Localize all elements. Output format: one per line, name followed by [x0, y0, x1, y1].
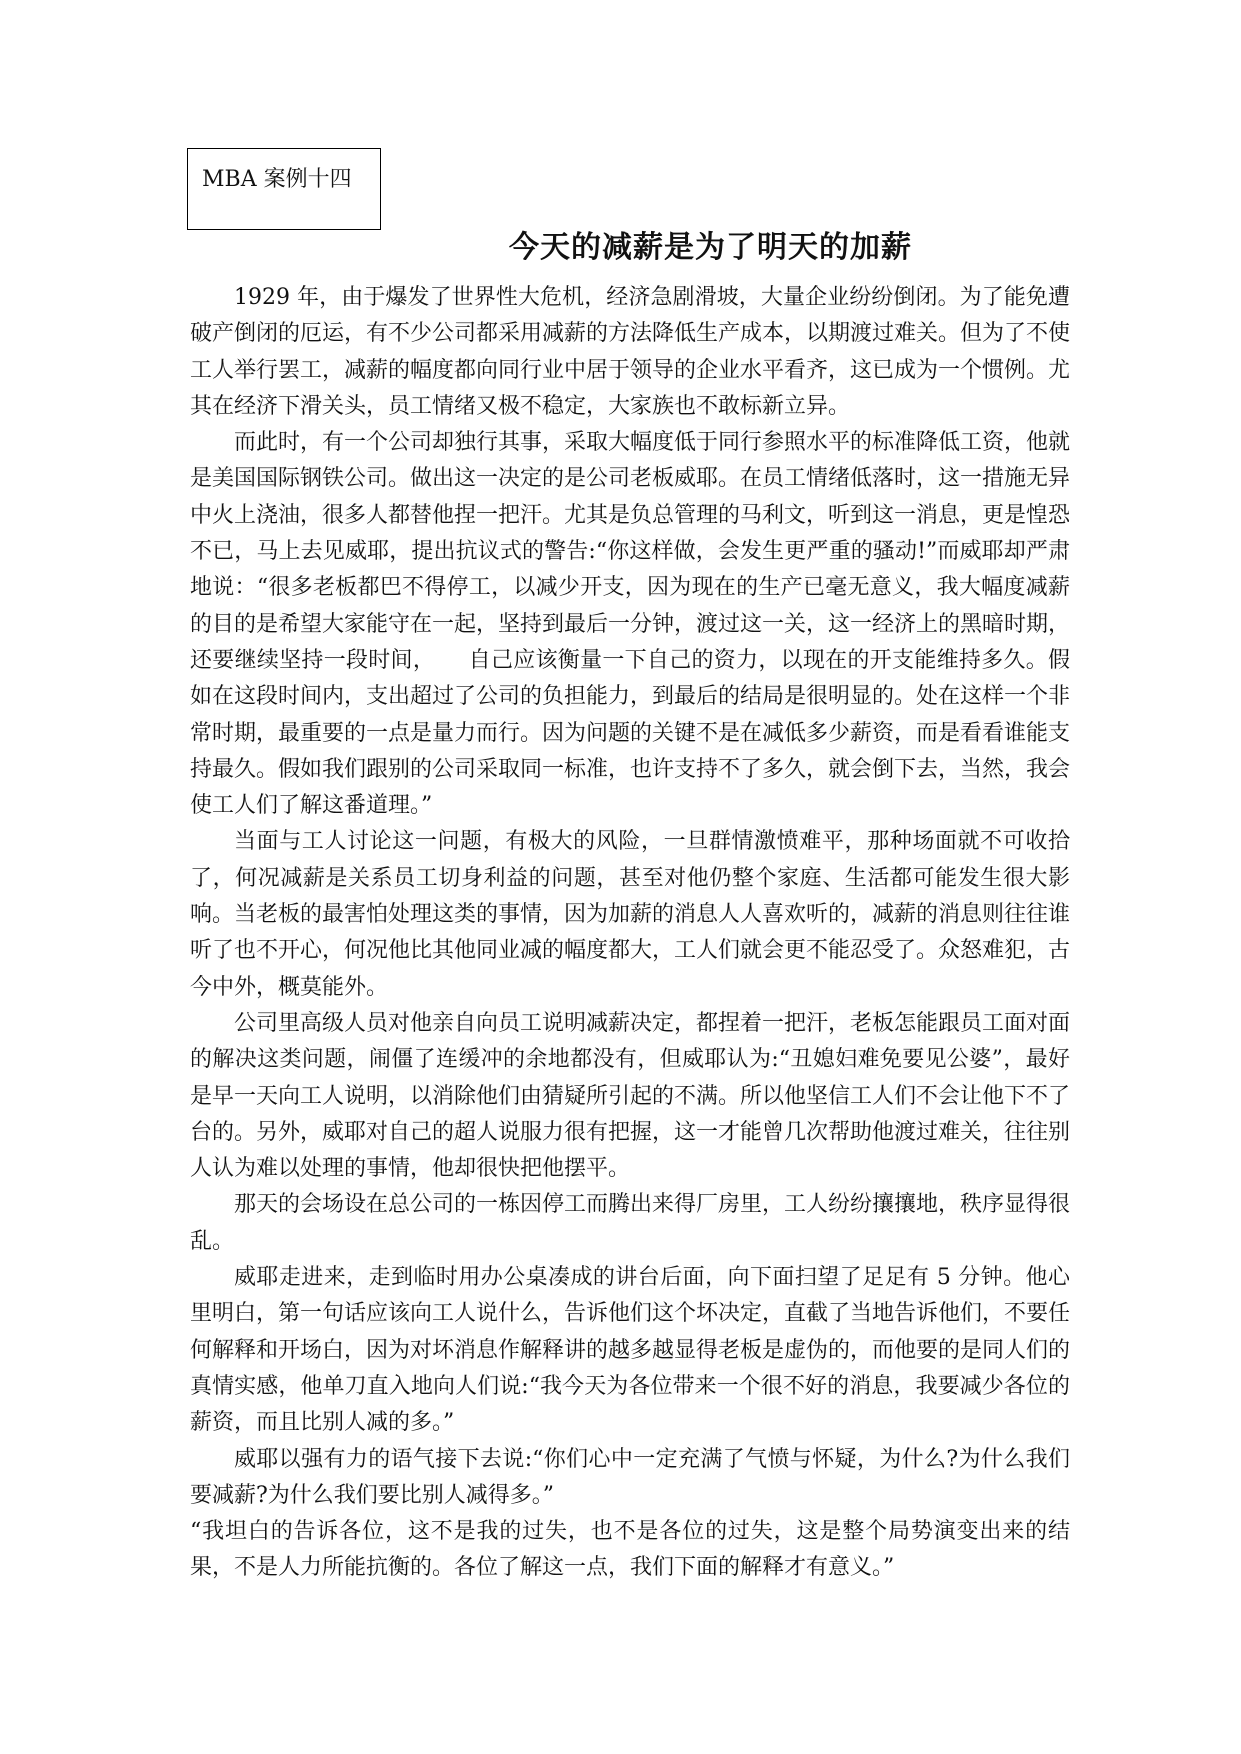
final-paragraph: “我坦白的告诉各位，这不是我的过失，也不是各位的过失，这是整个局势演变出来的结果，不是人力所能抗衡的。各位了解这一点，我们下面的解释才有意义。”	[190, 1519, 1070, 1581]
paragraph: 威耶走进来，走到临时用办公桌凑成的讲台后面，向下面扫望了足足有 5 分钟。他心里明白，第一句话应该向工人说什么，告诉他们这个坏决定，直截了当地告诉他们，不要任何解释和开场白，因为对坏消息作解释讲的越多越显得老板是虚伪的，而他要的是同人们的真情实感，他单刀直入地向人们说:“我今天为各位带来一个很不好的消息，我要减少各位的薪资，而且比别人减的多。”	[190, 1265, 1071, 1436]
document-body	[190, 280, 1070, 1587]
paragraph: 当面与工人讨论这一问题，有极大的风险，一旦群情激愤难平，那种场面就不可收拾了，何况减薪是关系员工切身利益的问题，甚至对他仍整个家庭、生活都可能发生很大影响。当老板的最害怕处理这类的事情，因为加薪的消息人人喜欢听的，减薪的消息则往往谁听了也不开心，何况他比其他同业减的幅度都大，工人们就会更不能忍受了。众怒难犯，古今中外，概莫能外。	[190, 829, 1071, 1000]
case-label-box	[187, 148, 381, 230]
paragraph: 威耶以强有力的语气接下去说:“你们心中一定充满了气愤与怀疑，为什么?为什么我们要减薪?为什么我们要比别人减得多。”	[190, 1446, 1070, 1508]
case-label: MBA 案例十四	[202, 167, 352, 192]
paragraph: 1929 年，由于爆发了世界性大危机，经济急剧滑坡，大量企业纷纷倒闭。为了能免遭破产倒闭的厄运，有不少公司都采用减薪的方法降低生产成本，以期渡过难关。但为了不使工人举行罢工，减薪的幅度都向同行业中居于领导的企业水平看齐，这已成为一个惯例。尤其在经济下滑关头，员工情绪又极不稳定，大家族也不敢标新立异。	[190, 285, 1071, 419]
paragraph: 公司里高级人员对他亲自向员工说明减薪决定，都捏着一把汗，老板怎能跟员工面对面的解决这类问题，闹僵了连缓冲的余地都没有，但威耶认为:“丑媳妇难免要见公婆”，最好是早一天向工人说明，以消除他们由猜疑所引起的不满。所以他坚信工人们不会让他下不了台的。另外，威耶对自己的超人说服力很有把握，这一才能曾几次帮助他渡过难关，往往别人认为难以处理的事情，他却很快把他摆平。	[190, 1010, 1071, 1182]
document-title: 今天的减薪是为了明天的加薪	[509, 230, 912, 265]
paragraph: 而此时，有一个公司却独行其事，采取大幅度低于同行参照水平的标准降低工资，他就是美国国际钢铁公司。做出这一决定的是公司老板威耶。在员工情绪低落时，这一措施无异中火上浇油，很多人都替他捏一把汗。尤其是负总管理的马利文，听到这一消息，更是惶恐不已，马上去见威耶，提出抗议式的警告:“你这样做，会发生更严重的骚动!”而威耶却严肃地说：“很多老板都巴不得停工，以减少开支，因为现在的生产已毫无意义，我大幅度减薪的目的是希望大家能守在一起，坚持到最后一分钟，渡过这一关，这一经济上的黑暗时期，还要继续坚持一段时间， 自己应该衡量一下自己的资力，以现在的开支能维持多久。假如在这段时间内，支出超过了公司的负担能力，到最后的结局是很明显的。处在这样一个非常时期，最重要的一点是量力而行。因为问题的关键不是在减低多少薪资，而是看看谁能支持最久。假如我们跟别的公司采取同一标准，也许支持不了多久，就会倒下去，当然，我会使工人们了解这番道理。”	[190, 430, 1071, 819]
paragraph: 那天的会场设在总公司的一栋因停工而腾出来得厂房里，工人纷纷攘攘地，秩序显得很乱。	[190, 1192, 1071, 1254]
